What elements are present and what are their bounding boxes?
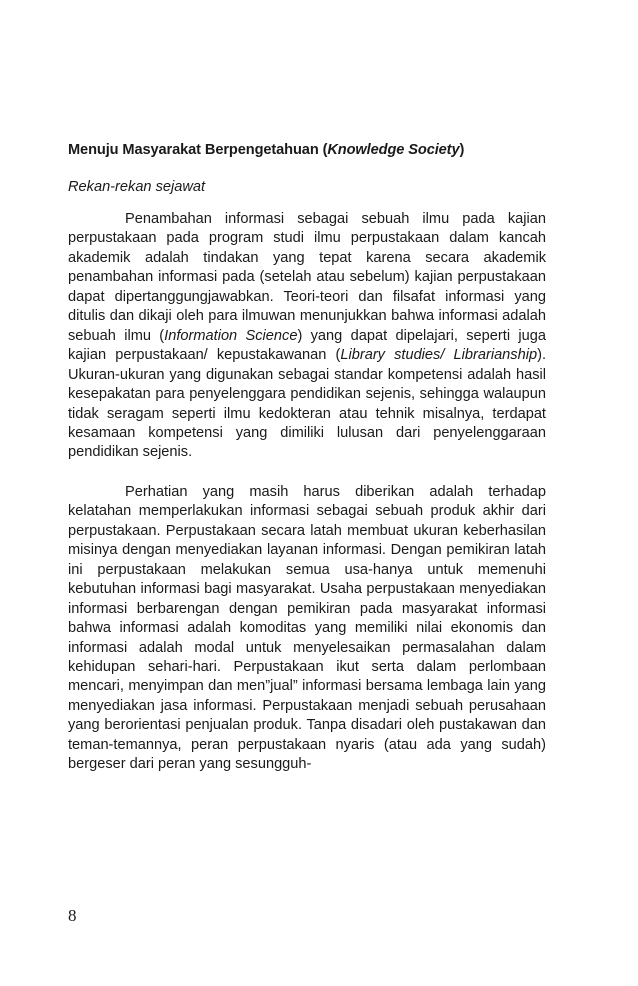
salutation: Rekan-rekan sejawat	[68, 179, 206, 195]
heading-italic-term: Knowledge Society	[327, 142, 460, 158]
section-heading	[68, 138, 546, 162]
page-number: 8	[68, 906, 77, 925]
paragraph-1-part-b: ) yang dapat dipelajari, seperti juga kajian perpustakaan/ kepustakawanan (	[68, 327, 546, 364]
paragraph-1-term-library-studies: Library studies/ Librarianship	[340, 347, 538, 364]
heading-text: Menuju Masyarakat Berpengetahuan (	[68, 142, 328, 158]
paragraph-2: Perhatian yang masih harus diberikan adalah terhadap kelatahan memperlakukan informasi sebagai sebuah produk akhir dari perpustakaan. Perpustakaan secara latah membuat ukuran keberhasilan misinya dengan menyediakan layanan informasi. Dengan pemikiran latah ini perpustakaan melakukan semua usa-hanya untuk memenuhi kebutuhan informasi bagi masyarakat. Usaha perpustakaan menyediakan informasi berbarengan dengan pemikiran pada masyarakat informasi bahwa informasi adalah komoditas yang memiliki nilai ekonomis dan informasi adalah modal untuk menyelesaikan permasalahan dalam kehidupan sehari-hari. Perpustakaan ikut serta dalam perlombaan mencari, menyimpan dan men”jual” informasi bersama lembaga lain yang menyediakan jasa informasi. Perpustakaan menjadi sebuah perusahaan yang berorientasi penjualan produk. Tanpa disadari oleh pustakawan dan teman-temannya, peran perpustakaan nyaris (atau ada yang sudah) bergeser dari peran yang sesungguh-	[68, 483, 546, 773]
paragraph-1-term-information-science: Information Science	[164, 327, 298, 344]
heading-close: )	[459, 142, 465, 158]
paragraph-1	[68, 210, 546, 463]
paragraph-1-part-c: ). Ukuran-ukuran yang digunakan sebagai standar kompetensi adalah hasil kesepakatan para penyelenggara pendidikan sejenis, sehingga walaupun tidak seragam seperti ilmu kedokteran atau tehnik misalnya, terdapat kesamaan kompetensi yang dimiliki lulusan dari penyelenggaraan pendidikan sejenis.	[68, 347, 546, 461]
page-content	[68, 138, 546, 775]
paragraph-1-part-a: Penambahan informasi sebagai sebuah ilmu pada kajian perpustakaan pada program studi ilmu perpustakaan dalam kancah akademik adalah tindakan yang tepat karena secara akademik penambahan informasi pada (setelah atau sebelum) kajian perpustakaan dapat dipertanggungjawabkan. Teori-teori dan filsafat informasi yang ditulis dan dikaji oleh para ilmuwan menunjukkan bahwa informasi adalah sebuah ilmu (	[68, 211, 546, 344]
